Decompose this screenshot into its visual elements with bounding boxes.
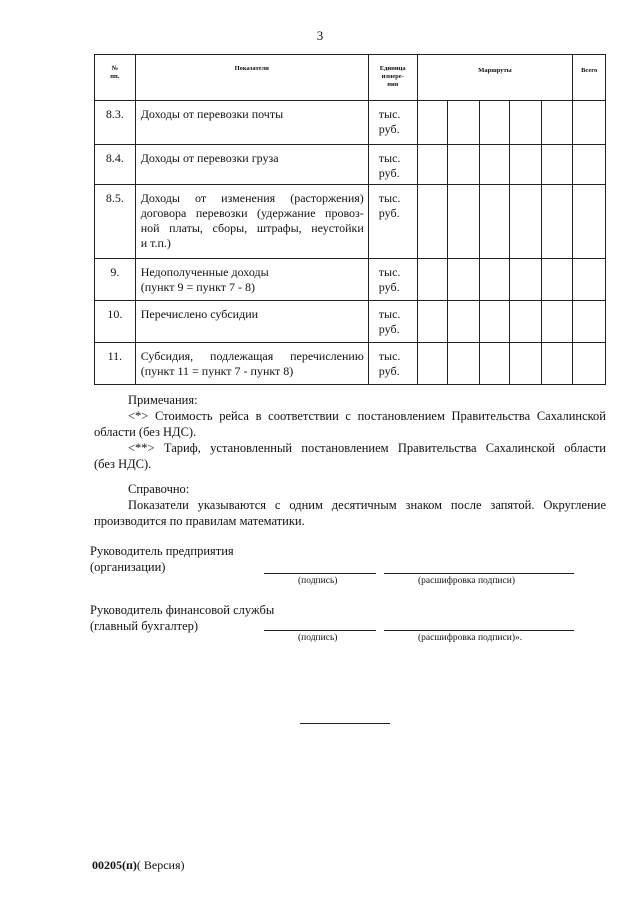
row-indicator: Недополученные доходы (пункт 9 = пункт 7 - 8) (135, 259, 368, 301)
row-number: 10. (95, 301, 136, 343)
table-row (95, 301, 606, 343)
row-unit: тыс. руб. (368, 185, 417, 259)
route-cell (510, 185, 542, 259)
route-cell (479, 259, 510, 301)
note-1-line-1: <*> Стоимость рейса в соответствии с постановлением Правительства Сахалинской (128, 409, 606, 423)
route-cell (417, 101, 448, 145)
head-decode-line (384, 573, 574, 574)
route-cell (541, 343, 573, 385)
note-1-line-2: области (без НДС). (94, 425, 197, 439)
head-decode-caption: (расшифровка подписи) (418, 576, 515, 586)
route-cell (479, 101, 510, 145)
route-cell (448, 301, 480, 343)
route-cell (448, 259, 480, 301)
table-row (95, 259, 606, 301)
row-indicator: Субсидия, подлежащая перечислению (пункт 11 = пункт 7 - пункт 8) (135, 343, 368, 385)
row-number: 9. (95, 259, 136, 301)
notes-title: Примечания: (128, 393, 198, 407)
route-cell (417, 301, 448, 343)
reference-title: Справочно: (128, 482, 190, 496)
route-cell (510, 101, 542, 145)
table-row (95, 343, 606, 385)
route-cell (541, 185, 573, 259)
row-number: 8.3. (95, 101, 136, 145)
table-row (95, 185, 606, 259)
row-indicator: Доходы от перевозки почты (135, 101, 368, 145)
route-cell (541, 101, 573, 145)
route-cell (448, 145, 480, 185)
route-cell (417, 343, 448, 385)
end-of-document-line (300, 723, 390, 724)
table-row (95, 145, 606, 185)
page-number: 3 (316, 28, 324, 43)
route-cell (479, 185, 510, 259)
row-number: 8.5. (95, 185, 136, 259)
reference-line-1: Показатели указываются с одним десятичным знаком после запятой. Округление (128, 498, 606, 512)
note-2-line-1: <**> Тариф, установленный постановлением Правительства Сахалинской области (128, 441, 606, 455)
route-cell (510, 343, 542, 385)
route-cell (417, 259, 448, 301)
route-cell (541, 259, 573, 301)
total-cell (573, 259, 606, 301)
route-cell (541, 301, 573, 343)
route-cell (510, 301, 542, 343)
route-cell (479, 343, 510, 385)
table-row (95, 101, 606, 145)
reference-line-2: производится по правилам математики. (94, 514, 305, 528)
row-number: 11. (95, 343, 136, 385)
reference-section (94, 481, 606, 529)
row-unit: тыс. руб. (368, 145, 417, 185)
total-cell (573, 343, 606, 385)
note-2-line-2: (без НДС). (94, 457, 152, 471)
total-cell (573, 101, 606, 145)
document-version: ( Версия) (136, 858, 185, 872)
finance-decode-line (384, 630, 574, 631)
total-cell (573, 185, 606, 259)
route-cell (448, 101, 480, 145)
total-cell (573, 301, 606, 343)
indicators-table (94, 54, 606, 385)
route-cell (510, 259, 542, 301)
route-cell (541, 145, 573, 185)
document-code: 00205(п) (92, 858, 137, 872)
row-unit: тыс. руб. (368, 343, 417, 385)
route-cell (417, 185, 448, 259)
header-routes: Маршруты (417, 55, 573, 101)
route-cell (448, 343, 480, 385)
row-number: 8.4. (95, 145, 136, 185)
row-unit: тыс. руб. (368, 259, 417, 301)
row-indicator: Перечислено субсидии (135, 301, 368, 343)
route-cell (448, 185, 480, 259)
row-unit: тыс. руб. (368, 301, 417, 343)
header-num: № пп. (95, 55, 136, 101)
header-unit: Единица измере- ния (368, 55, 417, 101)
head-of-finance-label: Руководитель финансовой службы (главный бухгалтер) (90, 603, 275, 633)
table-header-row (95, 55, 606, 101)
document-footer (92, 858, 185, 873)
notes-section (94, 392, 606, 472)
finance-signature-caption: (подпись) (298, 633, 338, 643)
header-total: Всего (573, 55, 606, 101)
head-signature-caption: (подпись) (298, 576, 338, 586)
route-cell (510, 145, 542, 185)
header-indicator: Показатели (135, 55, 368, 101)
route-cell (479, 301, 510, 343)
total-cell (573, 145, 606, 185)
row-indicator: Доходы от перевозки груза (135, 145, 368, 185)
head-signature-line (264, 573, 376, 574)
row-indicator: Доходы от изменения (расторжения) договора перевозки (удержание провоз- ной платы, сборы, штрафы, неустойки и т.п.) (135, 185, 368, 259)
route-cell (479, 145, 510, 185)
row-unit: тыс. руб. (368, 101, 417, 145)
route-cell (417, 145, 448, 185)
head-of-enterprise-label: Руководитель предприятия (организации) (90, 544, 234, 574)
finance-decode-caption: (расшифровка подписи)». (418, 633, 523, 643)
finance-signature-line (264, 630, 376, 631)
